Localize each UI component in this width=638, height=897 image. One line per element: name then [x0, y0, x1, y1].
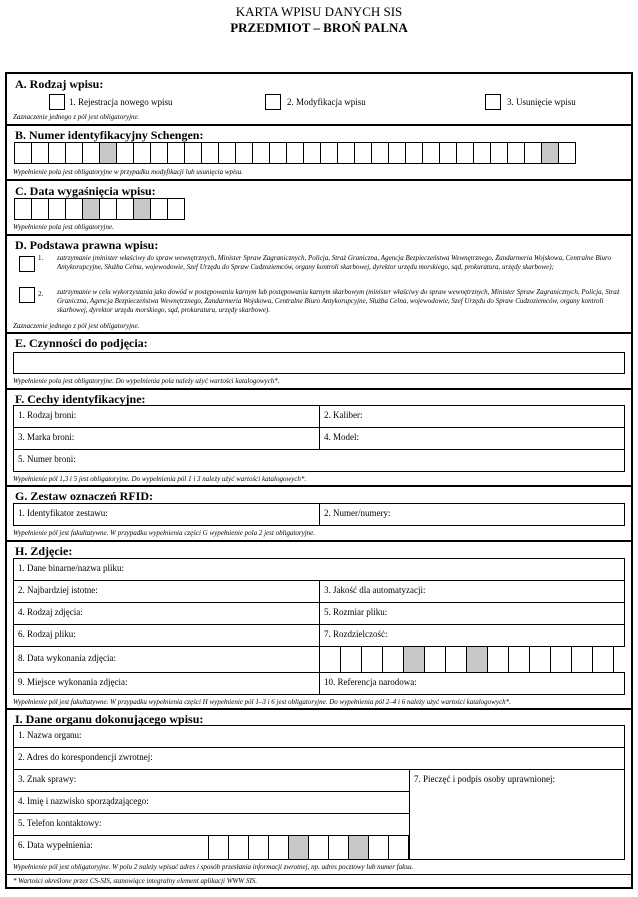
section-e-note: Wypełnienie pola jest obligatoryjne. Do wypełnienia pola należy użyć wartości katalogowych*. [13, 377, 280, 385]
char-box[interactable] [133, 142, 151, 164]
return-address-label: 2. Adres do korespondencji zwrotnej: [18, 752, 153, 762]
section-d-title: D. Podstawa prawna wpisu: [15, 238, 159, 252]
national-reference-field[interactable] [319, 672, 625, 695]
date-box[interactable] [361, 646, 383, 673]
section-d [7, 234, 631, 332]
separator-box [99, 142, 117, 164]
date-box[interactable] [116, 198, 134, 220]
stamp-signature-label: 7. Pieczęć i podpis osoby uprawnionej: [414, 774, 555, 784]
section-g-note: Wypełnienie pól jest fakultatywne. W przypadku wypełnienia części G wypełnienie pola 2 jest obligatoryjne. [13, 529, 316, 537]
date-box[interactable] [571, 646, 593, 673]
date-box[interactable] [308, 835, 329, 860]
photo-place-label: 9. Miejsce wykonania zdjęcia: [18, 677, 128, 687]
binary-filename-field[interactable] [13, 558, 625, 581]
footer-note: * Wartości określone przez CS-SIS, stanowiące integralny element aplikacji WWW SIS. [13, 877, 258, 885]
date-box[interactable] [529, 646, 551, 673]
date-box[interactable] [445, 646, 467, 673]
photo-type-label: 4. Rodzaj zdjęcia: [18, 607, 83, 617]
separator-box [133, 198, 151, 220]
most-relevant-field[interactable] [13, 580, 320, 603]
case-reference-field[interactable] [13, 769, 410, 792]
weapon-number-field[interactable] [13, 449, 625, 472]
rfid-numbers-field[interactable] [319, 503, 625, 526]
char-box[interactable] [320, 142, 338, 164]
char-box[interactable] [252, 142, 270, 164]
date-box[interactable] [208, 835, 229, 860]
photo-place-field[interactable] [13, 672, 320, 695]
weapon-number-label: 5. Numer broni: [18, 454, 76, 464]
section-h-title: H. Zdjęcie: [15, 544, 73, 558]
separator-box [403, 646, 425, 673]
char-box[interactable] [371, 142, 389, 164]
section-e-title: E. Czynności do podjęcia: [15, 336, 148, 350]
expiry-date-grid[interactable] [14, 198, 184, 220]
char-box[interactable] [184, 142, 202, 164]
section-g-title: G. Zestaw oznaczeń RFID: [15, 489, 153, 503]
checkbox-seizure-evidence[interactable] [19, 287, 35, 303]
section-f-note: Wypełnienie pól 1,3 i 5 jest obligatoryjne. Do wypełnienia pól 1 i 3 należy użyć wartości katalogowych*. [13, 475, 307, 483]
most-relevant-label: 2. Najbardziej istotne: [18, 585, 98, 595]
date-box[interactable] [228, 835, 249, 860]
date-box[interactable] [248, 835, 269, 860]
form-title-line2: PRZEDMIOT – BROŃ PALNA [230, 20, 408, 35]
char-box[interactable] [116, 142, 134, 164]
checkbox-modify-entry[interactable] [265, 94, 281, 110]
section-b-title: B. Numer identyfikacyjny Schengen: [15, 128, 204, 142]
char-box[interactable] [235, 142, 253, 164]
fill-date-label-cell [13, 835, 209, 860]
checkbox-delete-entry[interactable] [485, 94, 501, 110]
date-box[interactable] [592, 646, 614, 673]
model-field[interactable] [319, 427, 625, 450]
section-c [7, 179, 631, 234]
date-box[interactable] [65, 198, 83, 220]
section-a-note: Zaznaczenie jednego z pól jest obligatoryjne. [13, 113, 140, 121]
char-box[interactable] [218, 142, 236, 164]
char-box[interactable] [422, 142, 440, 164]
char-box[interactable] [388, 142, 406, 164]
section-h [7, 540, 631, 708]
section-g [7, 485, 631, 540]
section-i [7, 708, 631, 887]
date-box[interactable] [31, 198, 49, 220]
section-a [7, 74, 631, 124]
separator-box [82, 198, 100, 220]
photo-type-field[interactable] [13, 602, 320, 625]
rfid-set-id-label: 1. Identyfikator zestawu: [18, 508, 108, 518]
char-box[interactable] [303, 142, 321, 164]
date-box[interactable] [487, 646, 509, 673]
char-box[interactable] [524, 142, 542, 164]
rfid-numbers-label: 2. Numer/numery: [324, 508, 391, 518]
date-box[interactable] [14, 198, 32, 220]
separator-box [288, 835, 309, 860]
photo-date-label: 8. Data wykonania zdjęcia: [18, 653, 116, 663]
char-box[interactable] [337, 142, 355, 164]
resolution-field[interactable] [319, 624, 625, 647]
stamp-signature-field[interactable] [409, 769, 625, 860]
char-box[interactable] [65, 142, 83, 164]
date-box[interactable] [382, 646, 404, 673]
label-delete-entry: 3. Usunięcie wpisu [507, 97, 576, 107]
file-type-label: 6. Rodzaj pliku: [18, 629, 76, 639]
section-d-note: Zaznaczenie jednego z pól jest obligatoryjne. [13, 322, 140, 330]
section-i-note: Wypełnienie pól jest obligatoryjne. W polu 2 należy wpisać adres i sposób przesłania informacji zwrotnej, np. adres pocztowy lub numer faksu. [13, 863, 414, 871]
char-box[interactable] [473, 142, 491, 164]
char-box[interactable] [286, 142, 304, 164]
separator-box [541, 142, 559, 164]
date-box[interactable] [368, 835, 389, 860]
return-address-field[interactable] [13, 747, 625, 770]
contact-phone-field[interactable] [13, 813, 410, 836]
authority-name-label: 1. Nazwa organu: [18, 730, 82, 740]
binary-filename-label: 1. Dane binarne/nazwa pliku: [18, 563, 124, 573]
photo-date-grid[interactable] [319, 646, 613, 673]
automation-quality-label: 3. Jakość dla automatyzacji: [324, 585, 426, 595]
fill-date-grid[interactable] [208, 835, 408, 860]
char-box[interactable] [490, 142, 508, 164]
section-e [7, 332, 631, 388]
label-modify-entry: 2. Modyfikacja wpisu [287, 97, 366, 107]
char-box[interactable] [269, 142, 287, 164]
section-c-note: Wypełnienie pola jest obligatoryjne. [13, 223, 114, 231]
separator-box [348, 835, 369, 860]
char-box[interactable] [201, 142, 219, 164]
date-box[interactable] [328, 835, 349, 860]
date-box[interactable] [508, 646, 530, 673]
photo-date-label-cell [13, 646, 320, 673]
date-box[interactable] [340, 646, 362, 673]
form-frame [5, 72, 633, 889]
char-box[interactable] [507, 142, 525, 164]
weapon-type-field[interactable] [13, 405, 320, 428]
rfid-set-id-field[interactable] [13, 503, 320, 526]
model-label: 4. Model: [324, 432, 359, 442]
section-h-note: Wypełnienie pól jest fakultatywne. W przypadku wypełnienia części H wypełnienie pól 1–3 i 6 jest obligatoryjne. Do wypełnienia pól 2–4 i 6 należy użyć wartości katalogowych*. [13, 698, 511, 706]
char-box[interactable] [150, 142, 168, 164]
section-f-title: F. Cechy identyfikacyjne: [15, 392, 146, 406]
file-size-field[interactable] [319, 602, 625, 625]
date-box[interactable] [167, 198, 185, 220]
date-box[interactable] [319, 646, 341, 673]
weapon-make-label: 3. Marka broni: [18, 432, 75, 442]
legal-basis-2-text: zatrzymanie w celu wykorzystania jako dowód w postępowaniu karnym lub postępowaniu karnym skarbowym (minister właściwy do spraw wewnętrznych, Minister Spraw Zagranicznych, Policja, Straż Graniczna, Agencja Bezpieczeństwa Wewnętrznego, Żandarmeria Wojskowa, Centralne Biuro Antykorupcyjne, Służba Celna, wojewodowie, Szef Urzędu do Spraw Cudzoziemców, organy kontroli skarbowej, dyrektor urzędu morskiego, sąd, prokuratura, urzędy skarbowe). [57, 288, 620, 314]
char-box[interactable] [439, 142, 457, 164]
form-title-line1: KARTA WPISU DANYCH SIS [235, 4, 403, 19]
char-box[interactable] [167, 142, 185, 164]
weapon-type-label: 1. Rodzaj broni: [18, 410, 77, 420]
section-c-title: C. Data wygaśnięcia wpisu: [15, 184, 156, 198]
char-box[interactable] [14, 142, 32, 164]
legal-basis-2-number: 2. [38, 290, 44, 298]
label-new-entry: 1. Rejestracja nowego wpisu [69, 97, 173, 107]
section-i-title: I. Dane organu dokonującego wpisu: [15, 712, 204, 726]
char-box[interactable] [405, 142, 423, 164]
legal-basis-1-text: zatrzymanie (minister właściwy do spraw wewnętrznych, Minister Spraw Zagranicznych, Policja, Straż Graniczna, Agencja Bezpieczeństwa Wewnętrznego, Żandarmeria Wojskowa, Centralne Biuro Antykorupcyjne, Służba Celna, wojewodowie, Szef Urzędu do Spraw Cudzoziemców, organy kontroli skarbowej, dyrektor urzędu morskiego, sąd, prokuratura, urzędy skarbowe); [57, 254, 612, 271]
caliber-label: 2. Kaliber: [324, 410, 363, 420]
national-reference-label: 10. Referencja narodowa: [324, 677, 417, 687]
schengen-id-grid[interactable] [14, 142, 575, 164]
char-box[interactable] [354, 142, 372, 164]
date-box[interactable] [150, 198, 168, 220]
checkbox-seizure[interactable] [19, 256, 35, 272]
section-a-title: A. Rodzaj wpisu: [15, 77, 104, 91]
file-type-field[interactable] [13, 624, 320, 647]
fill-date-label: 6. Data wypełnienia: [18, 840, 93, 850]
caliber-field[interactable] [319, 405, 625, 428]
authority-name-field[interactable] [13, 725, 625, 748]
resolution-label: 7. Rozdzielczość: [324, 629, 388, 639]
char-box[interactable] [456, 142, 474, 164]
footer-divider [7, 874, 631, 875]
legal-basis-1-number: 1. [38, 254, 44, 262]
file-size-label: 5. Rozmiar pliku: [324, 607, 388, 617]
section-b-note: Wypełnienie pola jest obligatoryjne w przypadku modyfikacji lub usunięcia wpisu. [13, 168, 243, 176]
date-box[interactable] [424, 646, 446, 673]
contact-phone-label: 5. Telefon kontaktowy: [18, 818, 102, 828]
checkbox-new-entry[interactable] [49, 94, 65, 110]
char-box[interactable] [48, 142, 66, 164]
date-box[interactable] [48, 198, 66, 220]
section-b [7, 124, 631, 179]
preparer-name-field[interactable] [13, 791, 410, 814]
weapon-make-field[interactable] [13, 427, 320, 450]
case-reference-label: 3. Znak sprawy: [18, 774, 77, 784]
preparer-name-label: 4. Imię i nazwisko sporządzającego: [18, 796, 149, 806]
section-f [7, 388, 631, 485]
char-box[interactable] [558, 142, 576, 164]
date-box[interactable] [268, 835, 289, 860]
automation-quality-field[interactable] [319, 580, 625, 603]
date-box[interactable] [550, 646, 572, 673]
date-box[interactable] [388, 835, 409, 860]
char-box[interactable] [82, 142, 100, 164]
date-box[interactable] [99, 198, 117, 220]
separator-box [466, 646, 488, 673]
actions-field[interactable] [13, 352, 625, 374]
char-box[interactable] [31, 142, 49, 164]
